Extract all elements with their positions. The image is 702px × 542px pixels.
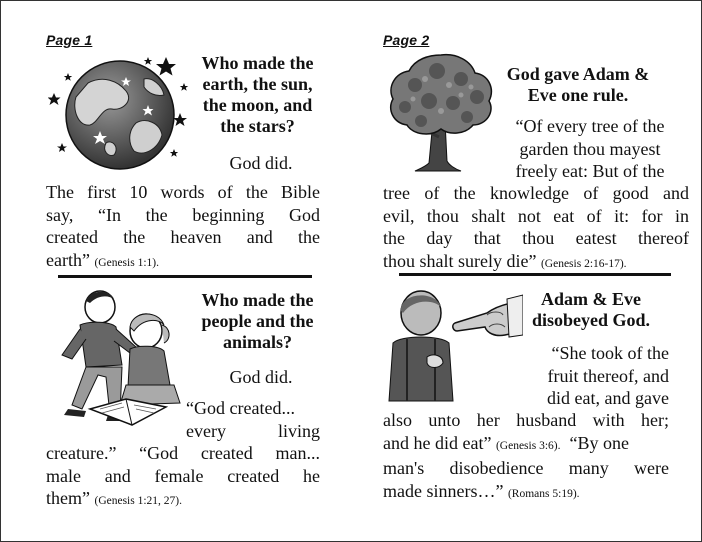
section-2-title	[191, 290, 324, 353]
tree-illustration	[385, 51, 497, 173]
title-line: Who made the	[201, 53, 314, 73]
body-last-line	[383, 250, 689, 276]
section-3-body	[383, 182, 689, 275]
section-4-body	[383, 409, 669, 505]
section-2-side-text	[186, 397, 320, 442]
body-line: The first 10 words of the Bible	[46, 182, 320, 202]
body-last-line	[46, 249, 320, 275]
section-1-title	[191, 53, 324, 137]
page-2-label: Page 2	[383, 32, 430, 48]
body-text: made sinners…”	[383, 480, 504, 501]
body-line: every living	[186, 420, 320, 441]
body-line: “She took of the	[551, 343, 669, 363]
section-divider	[58, 275, 312, 278]
section-3-title	[488, 64, 668, 106]
title-line: Who made the	[201, 290, 314, 310]
title-line: the stars?	[220, 116, 295, 136]
body-line	[383, 432, 669, 458]
scripture-reference: (Genesis 2:16-17).	[540, 257, 627, 270]
title-line: earth, the sun,	[202, 74, 313, 94]
title-line: animals?	[222, 332, 292, 352]
title-line: people and the	[201, 311, 314, 331]
title-line: God gave Adam &	[506, 64, 650, 84]
body-line: evil, thou shalt not eat of it: for in	[383, 205, 689, 226]
title-line: disobeyed God.	[531, 310, 651, 330]
body-last-line	[383, 480, 669, 506]
body-line: garden thou mayest	[519, 138, 661, 159]
body-line: the day that thou eatest thereof	[383, 228, 689, 248]
body-line: tree of the knowledge of good and	[383, 183, 689, 203]
section-2-answer: God did.	[229, 367, 293, 387]
body-text: them”	[46, 488, 90, 508]
title-line: Eve one rule.	[527, 85, 629, 105]
scripture-reference: (Romans 5:19).	[507, 487, 580, 500]
body-last-line	[46, 487, 320, 513]
body-text: “By one	[569, 432, 629, 453]
section-4-title	[513, 289, 669, 331]
body-line: man's disobedience many were	[383, 458, 669, 478]
section-1-body	[46, 181, 320, 274]
body-line: created the heaven and the	[46, 227, 320, 247]
scripture-reference: (Genesis 3:6).	[495, 439, 561, 452]
section-1-answer: God did.	[229, 153, 293, 173]
scripture-reference: (Genesis 1:1).	[94, 256, 159, 269]
title-line: the moon, and	[202, 95, 313, 115]
globe-illustration	[48, 53, 193, 173]
body-line: also unto her husband with her;	[383, 410, 669, 430]
body-line: “God created...	[186, 398, 295, 418]
body-line: freely eat: But of the	[515, 161, 665, 181]
title-line: Adam & Eve	[541, 289, 641, 309]
body-line: male and female created he	[46, 465, 320, 486]
body-line: “Of every tree of the	[515, 116, 665, 136]
section-4-side-text	[527, 342, 669, 410]
children-reading-illustration	[46, 285, 194, 435]
section-divider	[399, 273, 671, 276]
scripture-reference: (Genesis 1:21, 27).	[94, 495, 182, 507]
section-3-side-text	[493, 115, 687, 183]
page-1-label: Page 1	[46, 32, 93, 48]
boy-and-pointing-hand-illustration	[383, 283, 523, 407]
body-text: earth”	[46, 249, 90, 270]
body-line: say, “In the beginning God	[46, 204, 320, 225]
body-line: creature.” “God created man...	[46, 443, 320, 463]
body-line: did eat, and gave	[547, 388, 669, 408]
body-line: fruit thereof, and	[547, 365, 669, 386]
section-2-body	[46, 442, 320, 513]
body-text: and he did eat”	[383, 432, 492, 453]
body-text: thou shalt surely die”	[383, 250, 537, 271]
